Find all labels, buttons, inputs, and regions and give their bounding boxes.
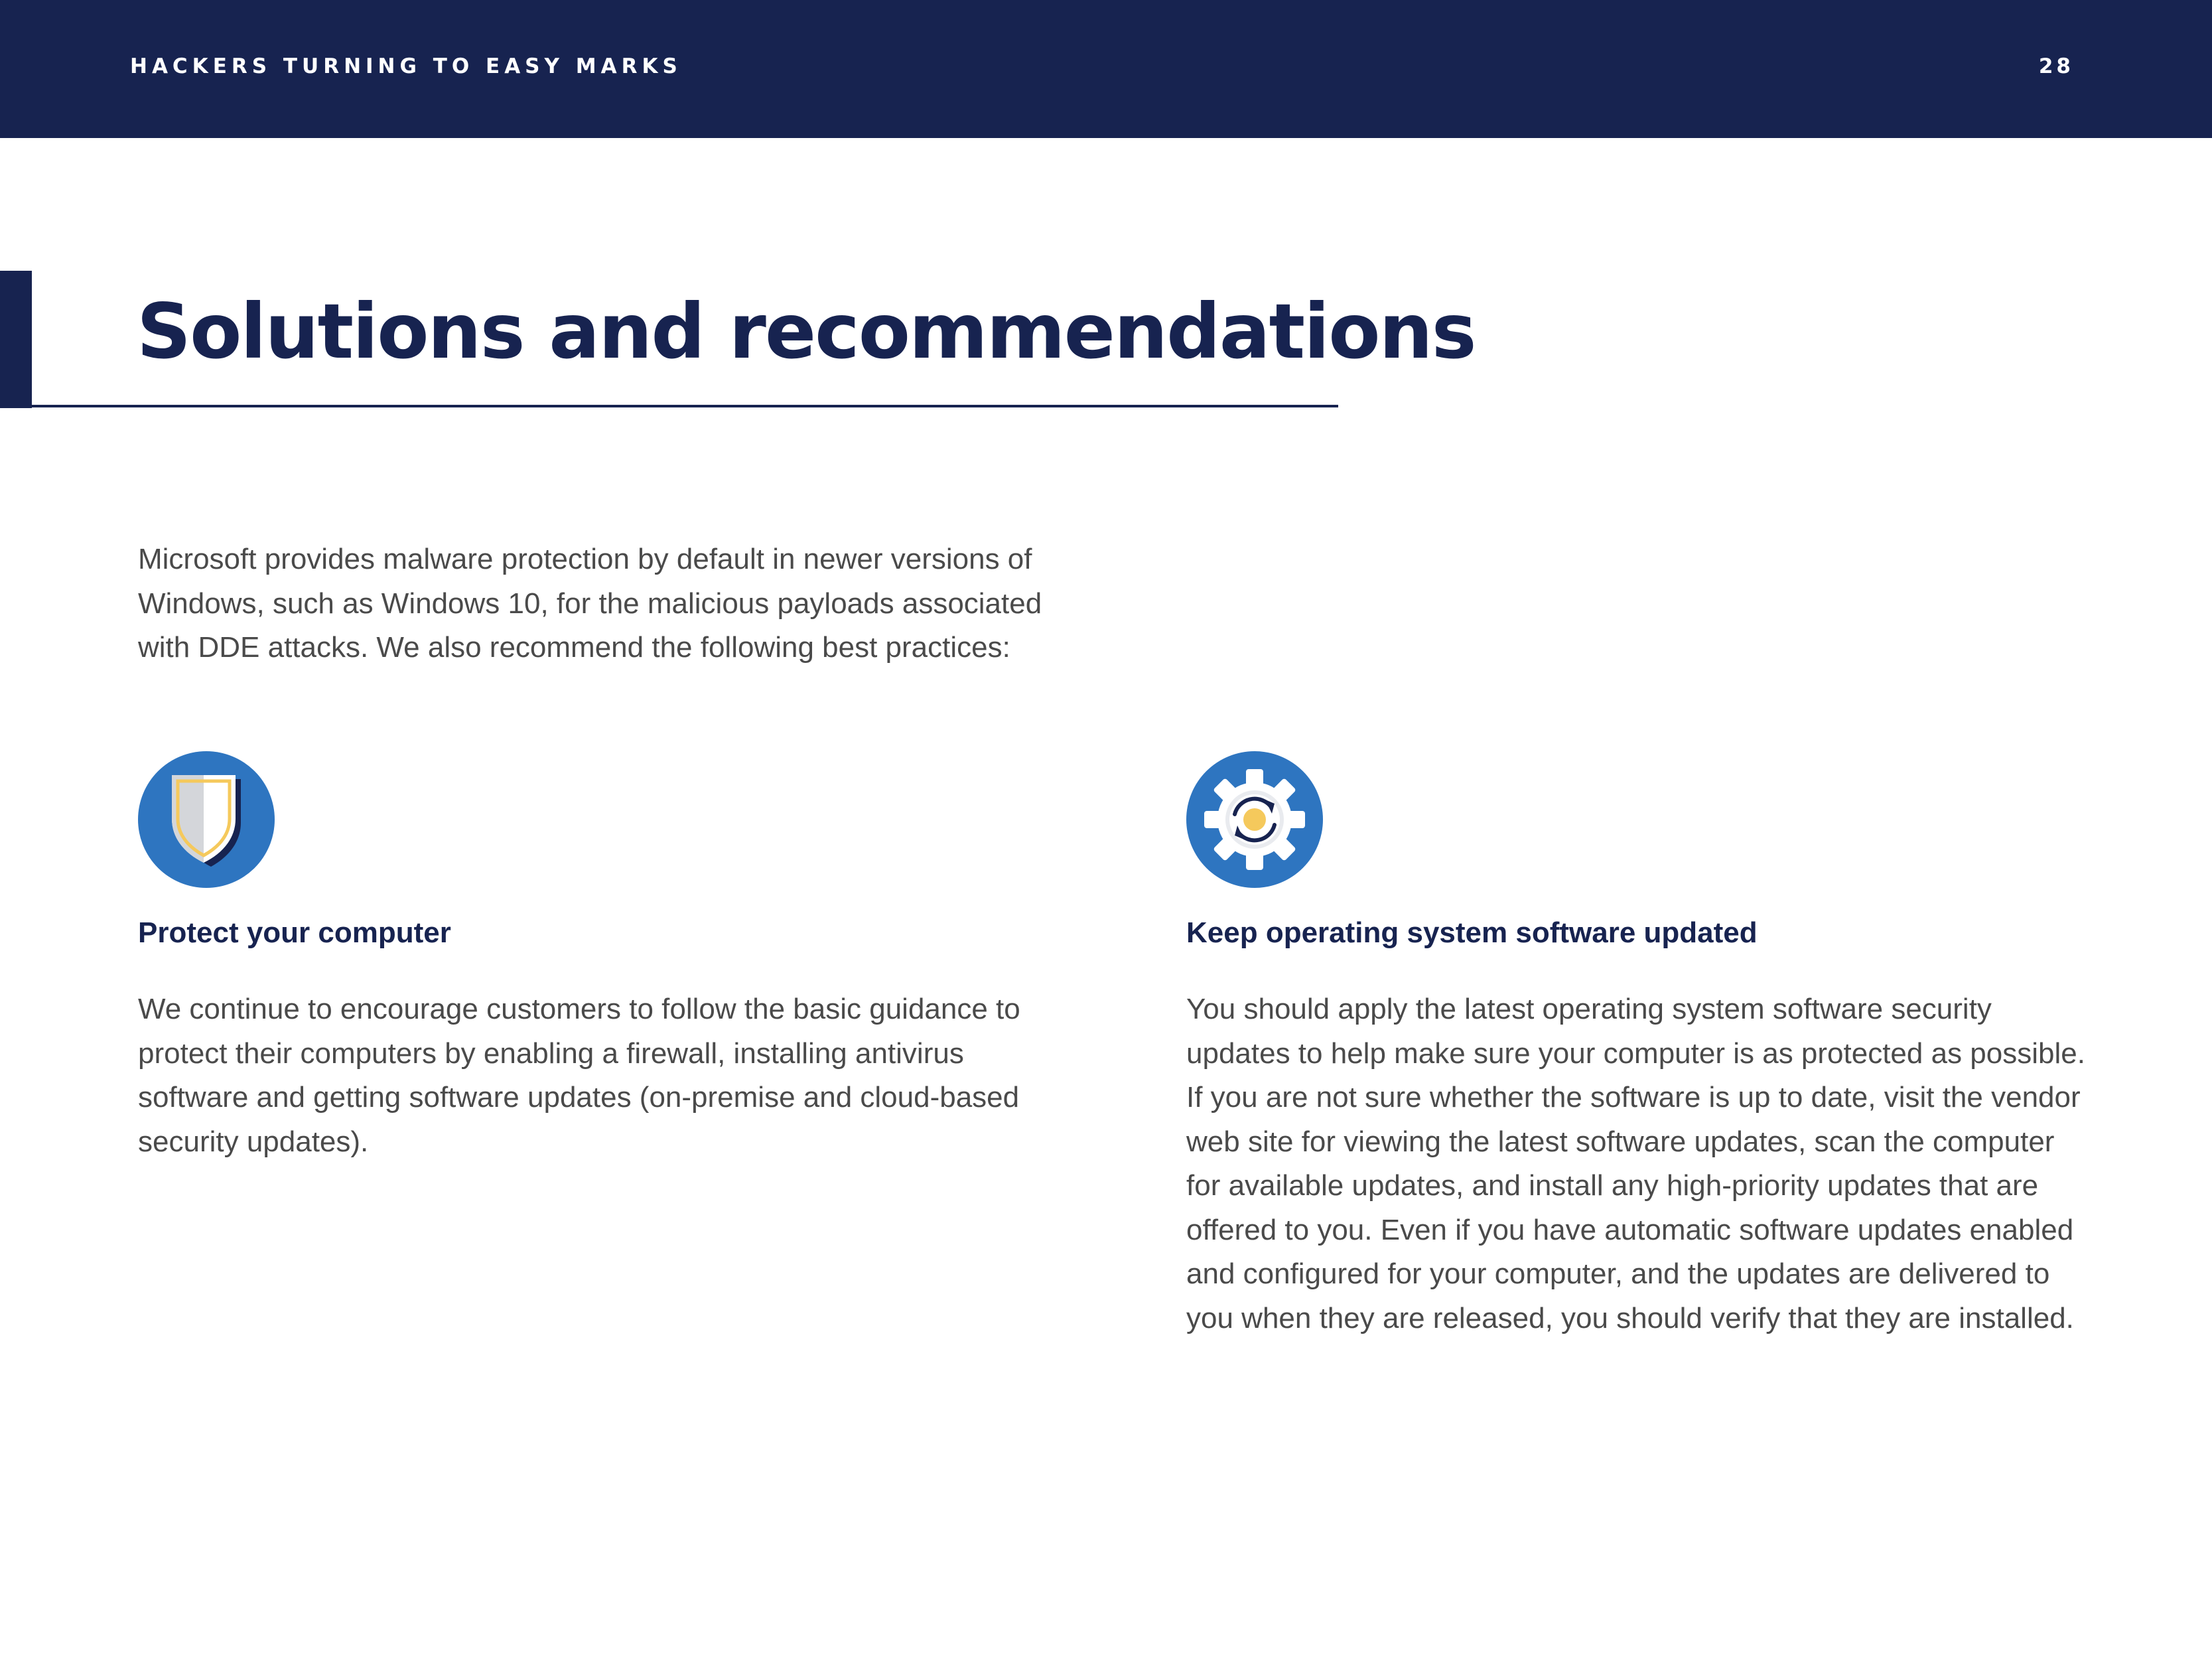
- recommendation-heading: Keep operating system software updated: [1186, 916, 1758, 949]
- title-underline: [32, 405, 1338, 407]
- recommendation-heading: Protect your computer: [138, 916, 451, 949]
- recommendation-protect-computer: [138, 751, 1067, 1158]
- recommendation-body: We continue to encourage customers to follow the basic guidance to protect their computers by enabling a firewall, installing antivirus software and getting software updates (on-premise and cloud-based security updates).: [138, 993, 1020, 1158]
- page-title: Solutions and recommendations: [137, 287, 1476, 376]
- recommendation-keep-os-updated: [1186, 751, 2089, 1334]
- header-bar: [0, 0, 2212, 138]
- gear-update-icon: [1186, 751, 1323, 888]
- shield-icon: [138, 751, 275, 888]
- recommendation-body: You should apply the latest operating system software security updates to help make sure your computer is as protected as possible. If you are not sure whether the software is up to date, visit the vendor web site for viewing the latest software updates, scan the computer for available updates, and install any high-priority updates that are offered to you. Even if you have automatic software updates enabled and configured for your computer, and the updates are delivered to you when they are released, you should verify that they are installed.: [1186, 993, 2085, 1334]
- running-head: HACKERS TURNING TO EASY MARKS: [130, 54, 682, 78]
- intro-paragraph: Microsoft provides malware protection by default in newer versions of Windows, such as Windows 10, for the malicious payloads associated with DDE attacks. We also recommend the following best practices:: [138, 543, 1042, 664]
- page-number: 28: [2038, 54, 2074, 78]
- title-accent-bar: [0, 271, 32, 408]
